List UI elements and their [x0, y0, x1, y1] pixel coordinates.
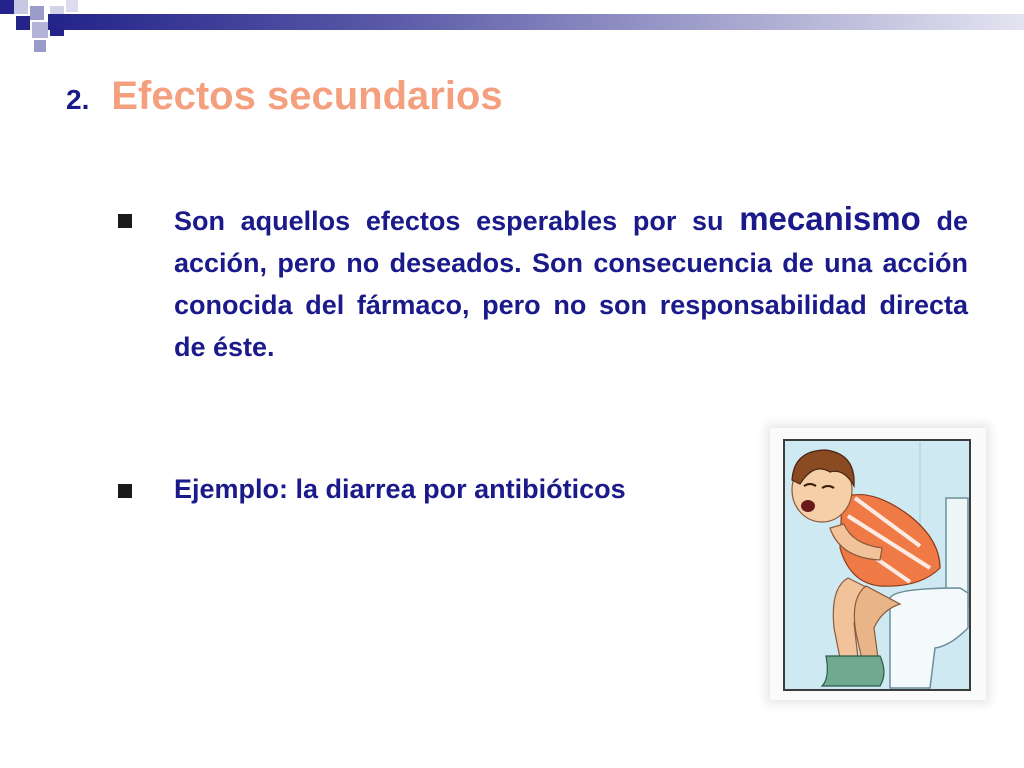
bullet-example-text: Ejemplo: la diarrea por antibióticos — [174, 474, 626, 504]
bullet-text-part2: de acción, pero no deseados. Son consecuencia de una acción conocida del fármaco, pero no son responsabilidad directa de éste. — [174, 206, 968, 362]
bullet-definition-text — [174, 198, 968, 368]
title-text: Efectos secundarios — [111, 74, 503, 118]
header-gradient-bar — [48, 14, 1024, 30]
boy-on-toilet-illustration — [770, 428, 986, 700]
title-number: 2. — [66, 84, 90, 115]
slide-title — [66, 74, 503, 124]
square-bullet-icon — [118, 484, 132, 498]
square-bullet-icon — [118, 214, 132, 228]
corner-decoration — [0, 0, 90, 60]
bullet-text-emphasis: mecanismo — [739, 200, 921, 237]
bullet-text-part1: Son aquellos efectos esperables por su — [174, 206, 724, 236]
bullet-definition — [118, 198, 968, 368]
